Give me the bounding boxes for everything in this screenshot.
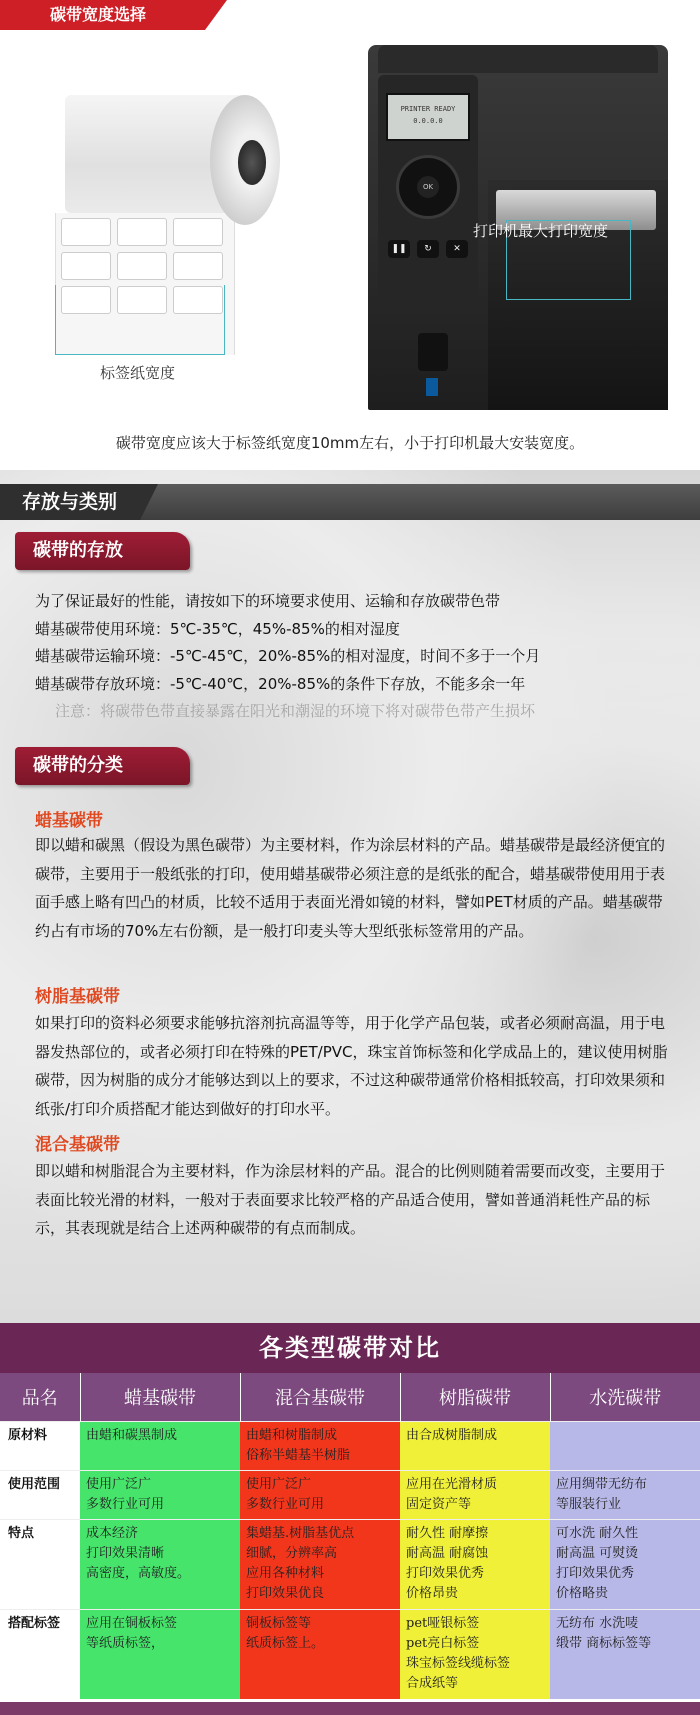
energy-star-icon — [426, 378, 438, 396]
table-cell: 集蜡基.树脂基优点 细腻，分辨率高 应用各种材料 打印效果优良 — [240, 1519, 400, 1609]
storage-line: 蜡基碳带运输环境：-5℃-45℃，20%-85%的相对湿度，时间不多于一个月 — [35, 647, 541, 665]
table-cell: 无纺布 水洗唛 缎带 商标标签等 — [550, 1609, 700, 1699]
label-width-bracket — [55, 285, 225, 355]
mixed-ribbon-title: 混合基碳带 — [35, 1135, 120, 1155]
wax-ribbon-desc: 即以蜡和碳黑（假设为黑色碳带）为主要材料，作为涂层材料的产品。蜡基碳带是最经济便宜的碳带，主要用于一般纸张的打印，使用蜡基碳带必须注意的是纸张的配合，蜡基碳带使用用于表面手感上略有凹凸的材质，比较不适用于表面光滑如镜的材料，譬如PET材质的产品。蜡基碳带约占有市场的70%左右份额，是一般打印麦头等大型纸张标签常用的产品。 — [35, 836, 666, 940]
header-resin: 树脂碳带 — [400, 1373, 550, 1421]
width-section-tab: 碳带宽度选择 — [0, 0, 205, 30]
row-label: 原材料 — [0, 1421, 80, 1470]
table-cell: 由蜡和碳黑制成 — [80, 1421, 240, 1470]
header-mixed: 混合基碳带 — [240, 1373, 400, 1421]
comparison-title: 各类型碳带对比 — [0, 1323, 700, 1373]
storage-section-header — [0, 484, 700, 520]
printer-lcd: PRINTER READY 0.0.0.0 — [386, 93, 470, 141]
printer-illustration — [368, 45, 668, 410]
table-cell: 由合成树脂制成 — [400, 1421, 550, 1470]
row-label: 特点 — [0, 1519, 80, 1609]
row-label: 使用范围 — [0, 1470, 80, 1519]
table-cell: 使用广泛广 多数行业可用 — [240, 1470, 400, 1519]
table-cell: 使用广泛广 多数行业可用 — [80, 1470, 240, 1519]
printer-keys — [388, 240, 468, 258]
resin-ribbon-desc: 如果打印的资料必须要求能够抗溶剂抗高温等等，用于化学产品包装，或者必须耐高温，用于电器发热部位的，或者必须打印在特殊的PET/PVC，珠宝首饰标签和化学成品上的，建议使用树脂碳带，因为树脂的成分才能够达到以上的要求，不过这种碳带通常价格相抵较高，打印效果须和纸张/打印介质搭配才能达到做好的打印水平。 — [35, 1014, 668, 1118]
width-note: 碳带宽度应该大于标签纸宽度10mm左右，小于打印机最大安装宽度。 — [115, 434, 585, 452]
mixed-ribbon-desc: 即以蜡和树脂混合为主要材料，作为涂层材料的产品。混合的比例则随着需要而改变，主要用于表面比较光滑的材料，一般对于表面要求比较严格的产品适合使用，譬如普通消耗性产品的标示，其表现就是结合上述两种碳带的有点而制成。 — [35, 1162, 666, 1237]
table-row — [0, 1609, 700, 1699]
storage-tab: 碳带的存放 — [15, 532, 190, 570]
comparison-table — [0, 1373, 700, 1699]
storage-line: 为了保证最好的性能，请按如下的环境要求使用、运输和存放碳带色带 — [35, 592, 501, 610]
table-cell: 应用在光滑材质 固定资产等 — [400, 1470, 550, 1519]
table-cell: 可水洗 耐久性 耐高温 可熨烫 打印效果优秀 价格略贵 — [550, 1519, 700, 1609]
printer-control-panel — [378, 75, 478, 310]
storage-section-title: 存放与类别 — [0, 484, 140, 520]
storage-warning: 注意：将碳带色带直接暴露在阳光和潮湿的环境下将对碳带色带产生损坏 — [55, 702, 536, 720]
wax-ribbon-title: 蜡基碳带 — [35, 811, 103, 831]
cancel-icon: ✕ — [446, 240, 468, 258]
printer-max-width-caption: 打印机最大打印宽度 — [473, 222, 609, 240]
storage-line: 蜡基碳带存放环境：-5℃-40℃，20%-85%的条件下存放，不能多余一年 — [35, 674, 526, 693]
printer-media-window — [488, 180, 668, 410]
table-row — [0, 1519, 700, 1609]
power-button-icon — [418, 333, 448, 371]
table-cell: 耐久性 耐摩擦 耐高温 耐腐蚀 打印效果优秀 价格昂贵 — [400, 1519, 550, 1609]
width-section — [0, 0, 700, 470]
label-width-caption: 标签纸宽度 — [100, 364, 176, 382]
table-cell: 成本经济 打印效果清晰 高密度，高敏度。 — [80, 1519, 240, 1609]
table-cell: 由蜡和树脂制成 俗称半蜡基半树脂 — [240, 1421, 400, 1470]
table-header-row — [0, 1373, 700, 1421]
header-name: 品名 — [0, 1373, 80, 1421]
table-cell — [550, 1421, 700, 1470]
header-washable: 水洗碳带 — [550, 1373, 700, 1421]
label-roll-illustration — [55, 95, 280, 355]
storage-section — [0, 470, 700, 1323]
table-row — [0, 1421, 700, 1470]
table-cell: pet哑银标签 pet亮白标签 珠宝标签线缆标签 合成纸等 — [400, 1609, 550, 1699]
row-label: 搭配标签 — [0, 1609, 80, 1699]
resin-ribbon-title: 树脂基碳带 — [35, 987, 120, 1007]
storage-line: 蜡基碳带使用环境：5℃-35℃，45%-85%的相对湿度 — [35, 619, 400, 638]
dpad-icon: OK — [396, 155, 460, 219]
pause-icon: ❚❚ — [388, 240, 410, 258]
table-cell: 应用在铜板标签 等纸质标签， — [80, 1609, 240, 1699]
table-row — [0, 1470, 700, 1519]
table-cell: 铜板标签等 纸质标签上。 — [240, 1609, 400, 1699]
comparison-section — [0, 1323, 700, 1715]
table-cell: 应用绸带无纺布 等服装行业 — [550, 1470, 700, 1519]
storage-requirements — [35, 588, 540, 726]
header-wax: 蜡基碳带 — [80, 1373, 240, 1421]
bottom-bar — [0, 1702, 700, 1715]
types-tab: 碳带的分类 — [15, 747, 190, 785]
feed-icon: ↻ — [417, 240, 439, 258]
